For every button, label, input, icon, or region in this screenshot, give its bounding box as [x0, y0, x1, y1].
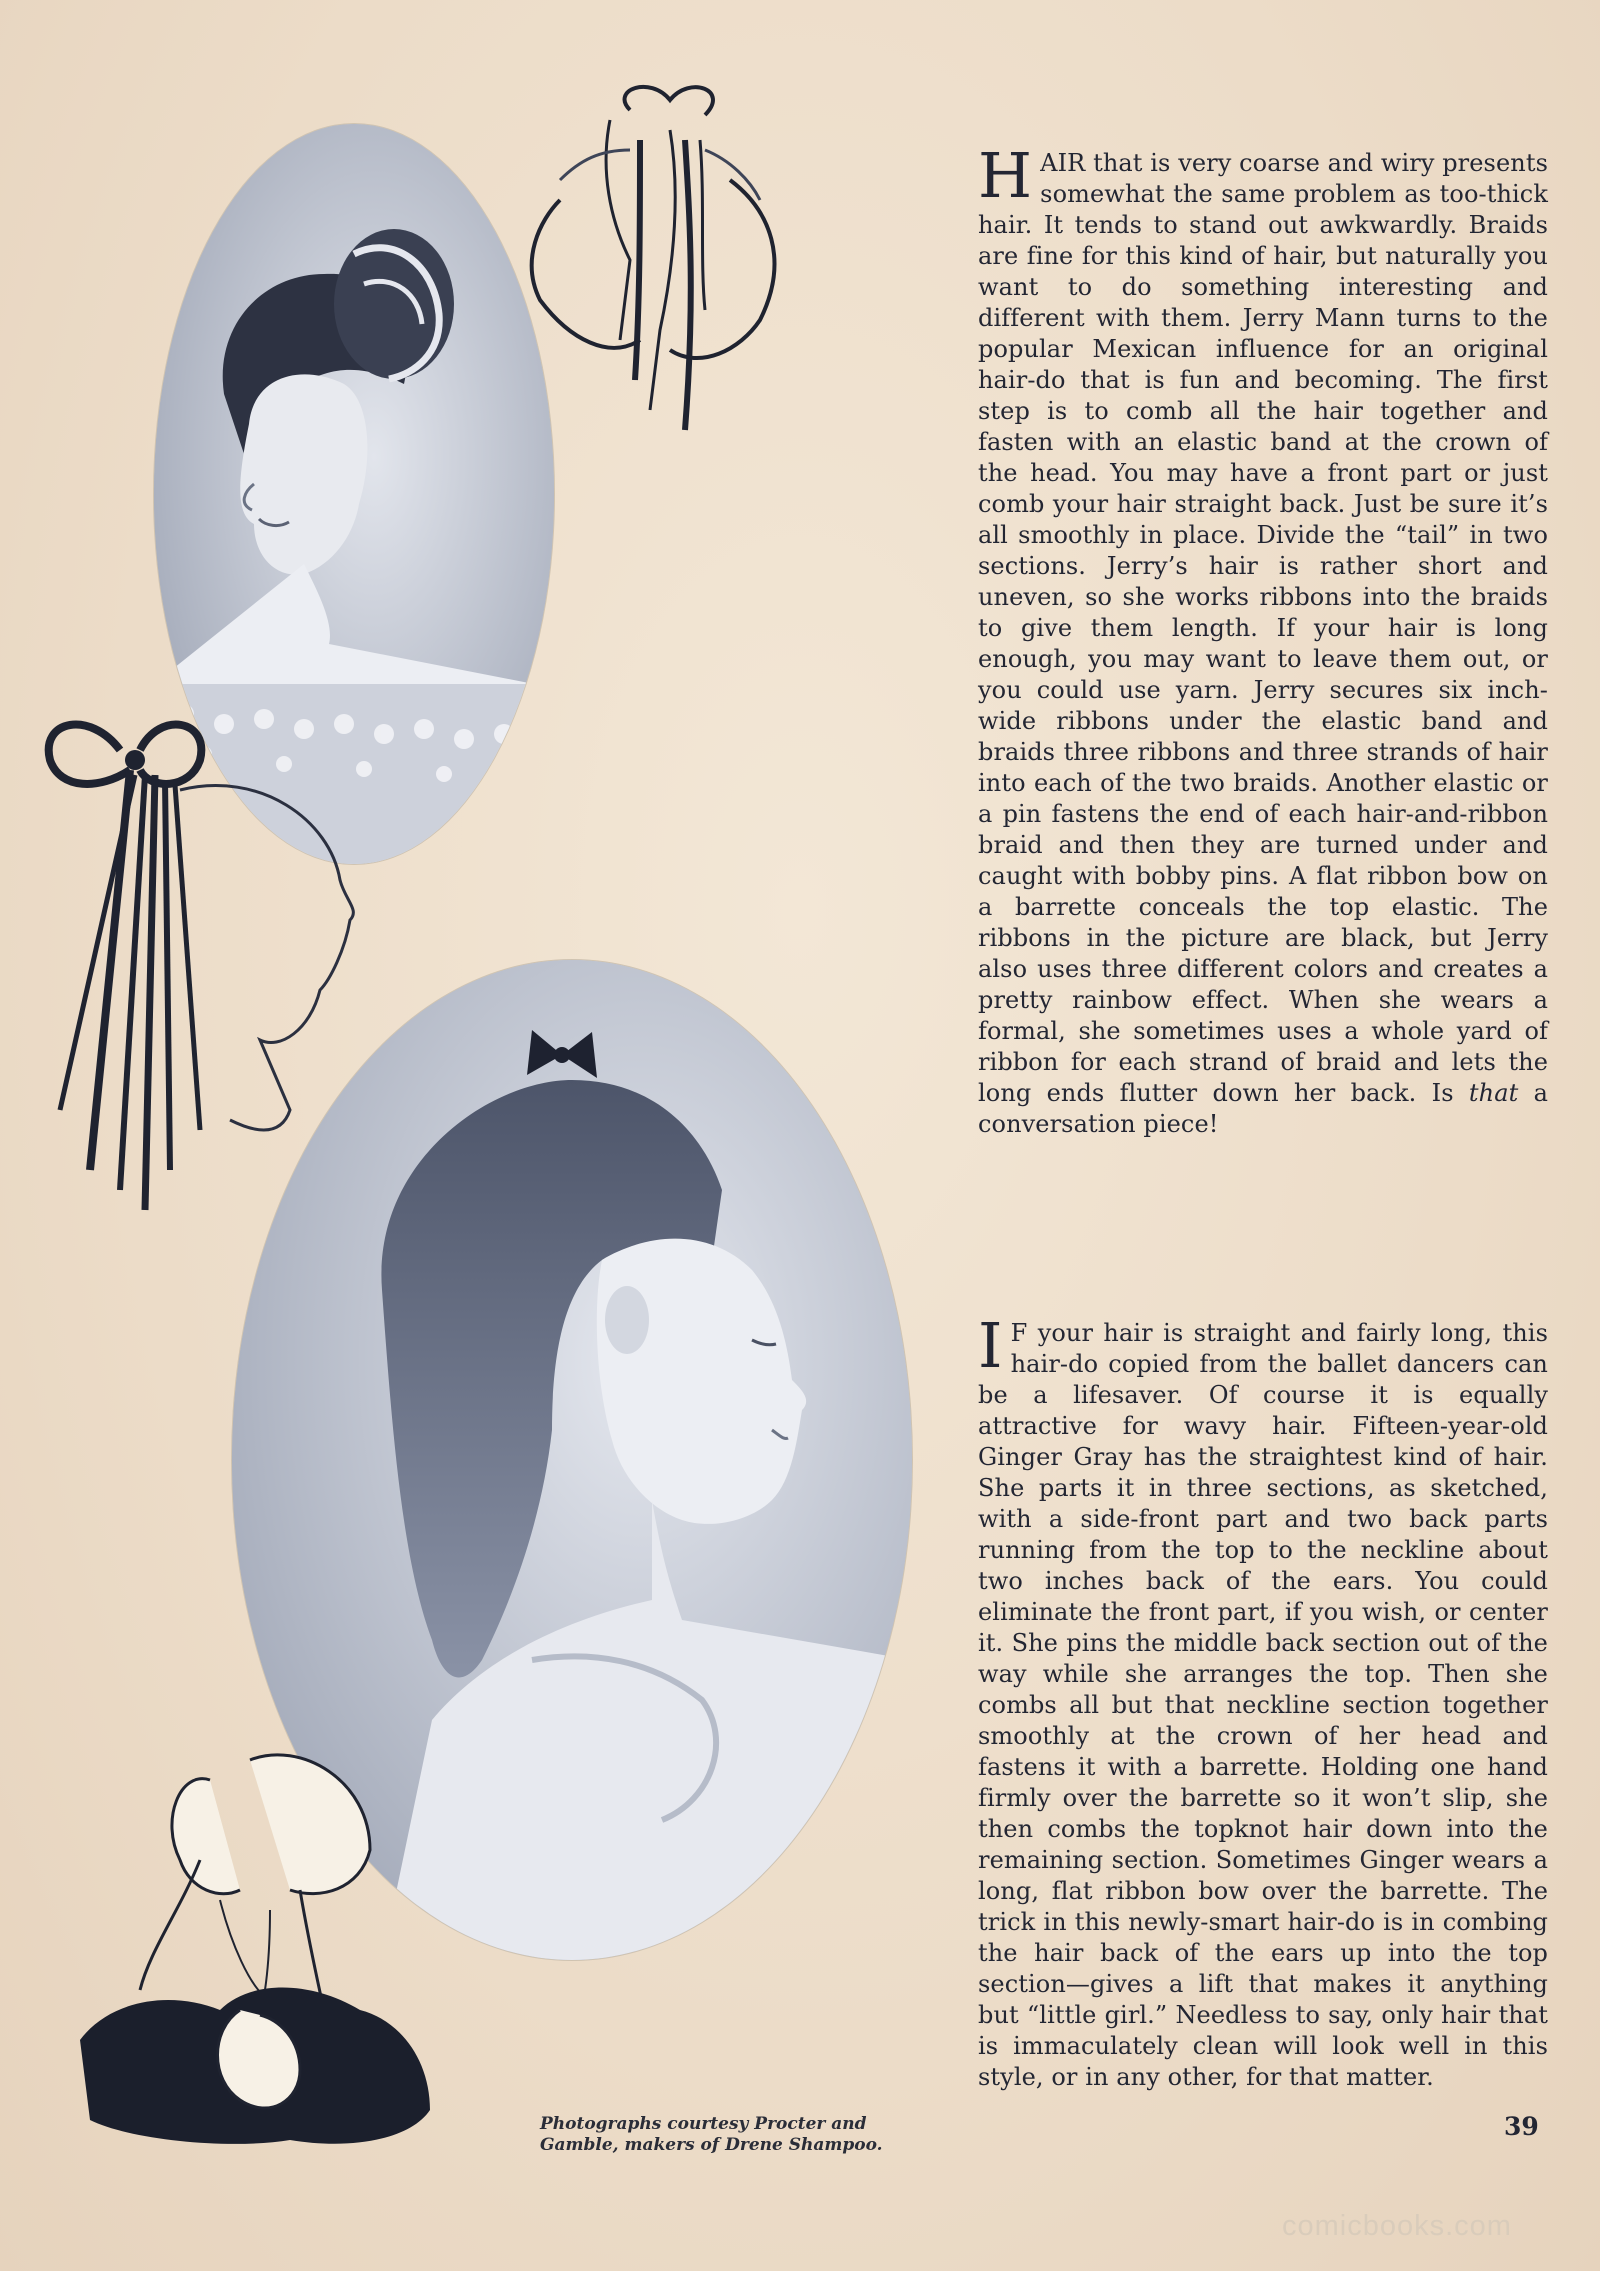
photo-credit-caption [540, 2114, 920, 2156]
paragraph-straight-hair [978, 1309, 1548, 2093]
page-number: 39 [1504, 2112, 1539, 2141]
sketch-barrette-ponytail [70, 1740, 450, 2150]
sketch-ponytail-hands [500, 80, 800, 470]
paragraph-coarse-hair-emphasis: that [1468, 1079, 1519, 1107]
dropcap-h: H [978, 139, 1033, 212]
sketch-ribbon-braids-profile [30, 690, 360, 1250]
caption-line-1: Photographs courtesy Procter and [540, 2114, 867, 2134]
paragraph-straight-hair-text: F your hair is straight and fairly long, this hair-do copied from the ballet dancers can be a lifesaver. Of course it is equally attractive for wavy hair. Fifteen-year-old Ginger Gray has the straightest kind of hair. She parts it in three sections, as sketched, with a side-front part and two back parts running from the top to the neckline about two inches back of the ears. You could eliminate the front part, if you wish, or center it. She pins the middle back section out of the way while she arranges the top. Then she combs all but that neckline section together smoothly at the crown of her head and fastens it with a barrette. Holding one hand firmly over the barrette so it won’t slip, she then combs the topknot hair down into the remaining section. Sometimes Ginger wears a long, flat ribbon bow over the barrette. The trick in this newly-smart hair-do is in combing the hair back of the ears up into the top section—gives a lift that makes it anything but “little girl.” Needless to say, only hair that is immaculately clean will look well in this style, or in any other, for that matter. [978, 1319, 1548, 2091]
watermark: comicbooks.com [1282, 2210, 1512, 2242]
paragraph-coarse-hair-ending: a conversation piece! [978, 1079, 1549, 1138]
paragraph-coarse-hair [978, 139, 1549, 1140]
dropcap-i: I [978, 1309, 1003, 1382]
paragraph-coarse-hair-text: AIR that is very coarse and wiry presents somewhat the same problem as too-thick hair. It tends to stand out awkwardly. Braids are fine for this kind of hair, but naturally you want to do something interesting and different with them. Jerry Mann turns to the popular Mexican influence for an original hair-do that is fun and becoming. The first step is to comb all the hair together and fasten with an elastic band at the crown of the head. You may have a front part or just comb your hair straight back. Just be sure it’s all smoothly in place. Divide the “tail” in two sections. Jerry’s hair is rather short and uneven, so she works ribbons into the braids to give them length. If your hair is long enough, you may want to leave them out, or you could use yarn. Jerry secures six inch-wide ribbons under the elastic band and braids three ribbons and three strands of hair into each of the two braids. Another elastic or a pin fastens the end of each hair-and-ribbon braid and then they are turned under and caught with bobby pins. A flat ribbon bow on a barrette conceals the top elastic. The ribbons in the picture are black, but Jerry also uses three different colors and creates a pretty rainbow effect. When she wears a formal, she sometimes uses a whole yard of ribbon for each strand of braid and lets the long ends flutter down her back. Is [978, 149, 1548, 1107]
caption-line-2: Gamble, makers of Drene Shampoo. [540, 2135, 883, 2155]
